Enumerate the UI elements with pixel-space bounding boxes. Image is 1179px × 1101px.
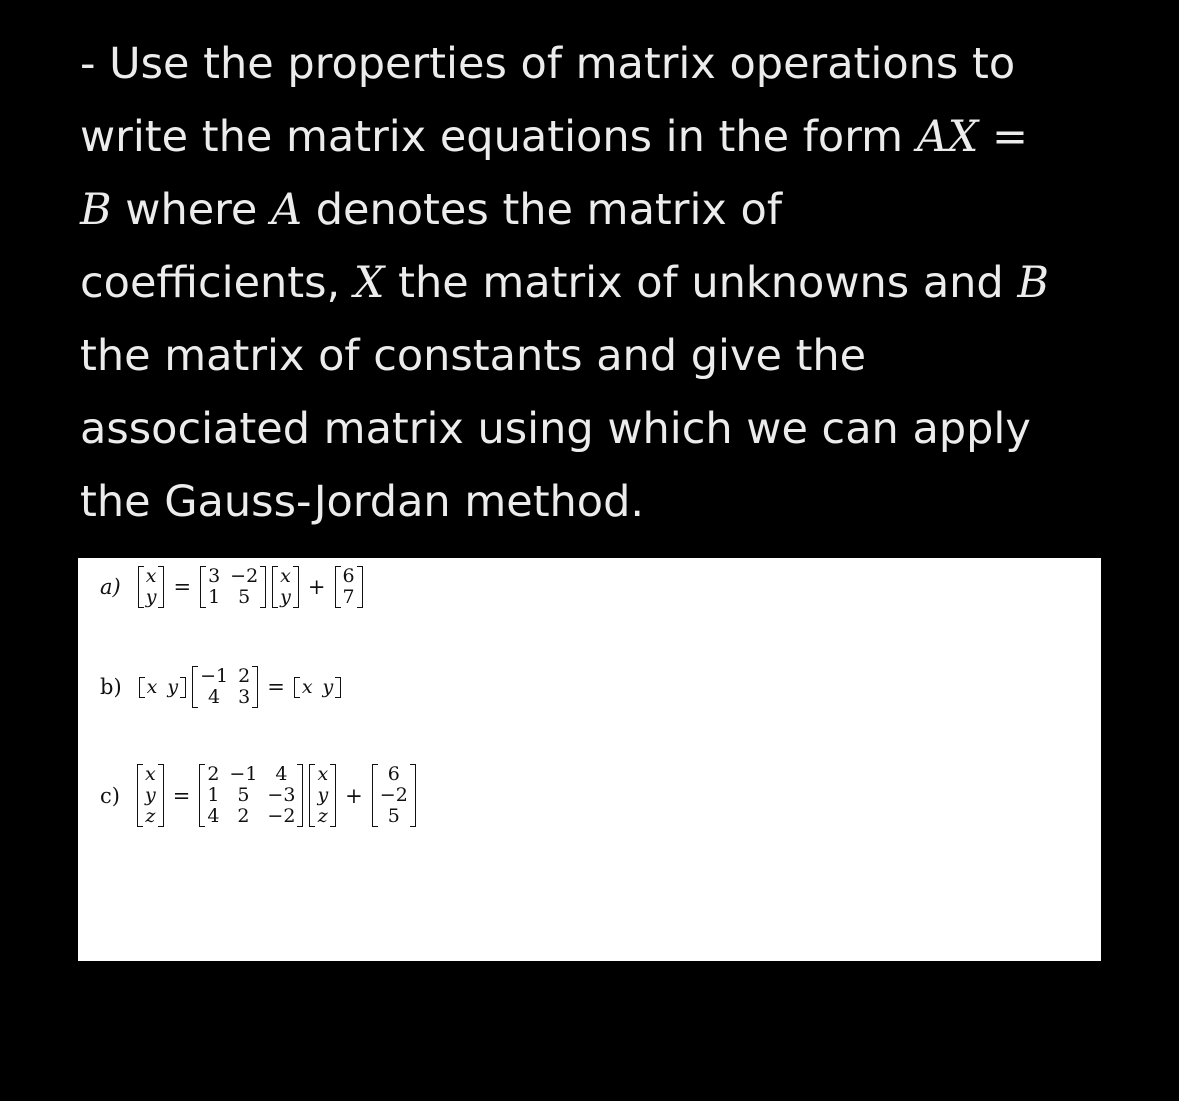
statement-line-1: - Use the properties of matrix operations to	[80, 39, 1016, 89]
matrix-B	[372, 764, 416, 827]
matrix-entry: 3	[208, 565, 221, 587]
matrix-entry: 1	[208, 586, 221, 608]
matrix-row	[139, 677, 186, 698]
statement-text: write the matrix equations in the form	[80, 112, 917, 162]
matrix-entry: −1	[229, 763, 258, 785]
math-X: X	[353, 258, 385, 308]
matrix-entry: y	[322, 675, 334, 698]
equals-sign: =	[173, 575, 192, 599]
matrix-A	[192, 666, 258, 708]
matrix-X	[272, 566, 299, 608]
matrix-entry: x	[145, 565, 157, 587]
statement-text: coefficients,	[80, 258, 354, 308]
matrix-entry: −2	[230, 565, 259, 587]
matrix-entry: x	[317, 763, 329, 785]
statement-line-3	[80, 174, 1140, 247]
statement-text: =	[978, 112, 1029, 162]
matrix-entry: 6	[342, 565, 355, 587]
matrix-entry: 2	[237, 805, 250, 827]
matrix-entry: 5	[238, 586, 251, 608]
plus-sign: +	[345, 783, 363, 808]
problem-statement	[80, 28, 1140, 539]
math-B: B	[80, 185, 112, 235]
matrix-row	[294, 677, 341, 698]
matrix-entry: y	[167, 675, 179, 698]
math-B: B	[1017, 258, 1049, 308]
matrix-entry: 3	[238, 686, 251, 708]
matrix-entry: −1	[200, 665, 229, 687]
matrix-entry: 7	[342, 586, 355, 608]
equals-sign: =	[267, 675, 285, 699]
matrix-entry: x	[146, 675, 158, 698]
matrix-entry: x	[144, 763, 156, 785]
matrix-A	[199, 764, 303, 827]
statement-line-6: associated matrix using which we can apply	[80, 404, 1031, 454]
matrix-lhs	[138, 566, 165, 608]
matrix-entry: x	[280, 565, 291, 587]
math-AX: AX	[916, 112, 979, 162]
matrix-entry: 5	[237, 784, 250, 806]
equation-label: b)	[100, 675, 122, 699]
matrix-entry: 2	[238, 665, 251, 687]
matrix-entry: 2	[207, 763, 220, 785]
matrix-entry: 5	[387, 805, 400, 827]
equation-a	[100, 566, 366, 608]
matrix-entry: 1	[207, 784, 220, 806]
statement-text: the matrix of unknowns and	[384, 258, 1018, 308]
statement-line-2	[80, 101, 1140, 174]
matrix-entry: 6	[387, 763, 400, 785]
math-A: A	[271, 185, 303, 235]
equation-label: a)	[100, 575, 121, 599]
plus-sign: +	[307, 575, 326, 599]
matrix-entry: y	[317, 784, 329, 806]
matrix-entry: −3	[267, 784, 296, 806]
equation-b	[100, 666, 344, 708]
statement-line-5: the matrix of constants and give the	[80, 331, 867, 381]
matrix-entry: −2	[267, 805, 296, 827]
matrix-entry: 4	[208, 686, 221, 708]
matrix-entry: y	[144, 784, 156, 806]
statement-text: where	[111, 185, 272, 235]
matrix-entry: z	[317, 805, 328, 827]
matrix-entry: y	[145, 586, 157, 608]
equals-sign: =	[172, 783, 191, 808]
matrix-entry: 4	[207, 805, 220, 827]
equation-label: c)	[100, 783, 120, 808]
matrix-lhs	[137, 764, 164, 827]
matrix-entry: −2	[379, 784, 408, 806]
matrix-A	[200, 566, 266, 608]
matrix-B	[335, 566, 363, 608]
matrix-entry: 4	[275, 763, 288, 785]
equations-image	[78, 558, 1101, 961]
matrix-entry: z	[145, 805, 156, 827]
matrix-entry: y	[280, 586, 291, 608]
statement-line-4	[80, 247, 1140, 320]
matrix-entry: x	[301, 675, 313, 698]
statement-text: denotes the matrix of	[302, 185, 782, 235]
matrix-X	[309, 764, 336, 827]
statement-line-7: the Gauss-Jordan method.	[80, 477, 645, 527]
equation-c	[100, 764, 419, 827]
